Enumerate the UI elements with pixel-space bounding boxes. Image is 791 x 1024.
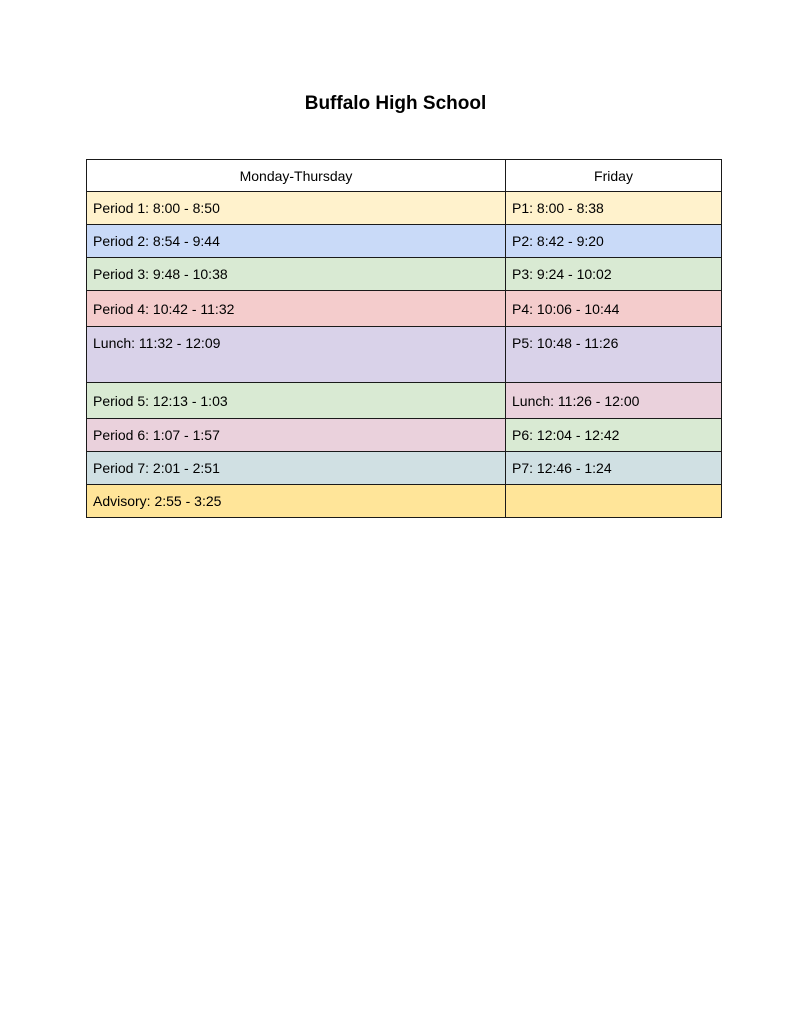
- table-row: [87, 258, 722, 291]
- table-row: [87, 452, 722, 485]
- friday-cell: P2: 8:42 - 9:20: [506, 225, 722, 258]
- monday-thursday-cell: Advisory: 2:55 - 3:25: [87, 485, 506, 518]
- monday-thursday-cell: Period 3: 9:48 - 10:38: [87, 258, 506, 291]
- table-row: [87, 327, 722, 383]
- friday-cell-empty: [506, 485, 722, 518]
- friday-cell: P4: 10:06 - 10:44: [506, 291, 722, 327]
- table-row: [87, 291, 722, 327]
- friday-cell: Lunch: 11:26 - 12:00: [506, 383, 722, 419]
- monday-thursday-cell: Period 6: 1:07 - 1:57: [87, 419, 506, 452]
- bell-schedule-table: [86, 159, 722, 518]
- friday-cell: P3: 9:24 - 10:02: [506, 258, 722, 291]
- friday-cell: P6: 12:04 - 12:42: [506, 419, 722, 452]
- table-row: [87, 383, 722, 419]
- table-row: [87, 419, 722, 452]
- table-row: [87, 192, 722, 225]
- column-header-monday-thursday: Monday-Thursday: [87, 160, 506, 192]
- header-row: [87, 160, 722, 192]
- table-row: [87, 225, 722, 258]
- monday-thursday-cell: Period 1: 8:00 - 8:50: [87, 192, 506, 225]
- monday-thursday-cell: Period 4: 10:42 - 11:32: [87, 291, 506, 327]
- monday-thursday-cell: Period 5: 12:13 - 1:03: [87, 383, 506, 419]
- friday-cell: P1: 8:00 - 8:38: [506, 192, 722, 225]
- page-title: Buffalo High School: [304, 93, 487, 114]
- monday-thursday-cell: Period 7: 2:01 - 2:51: [87, 452, 506, 485]
- monday-thursday-cell: Period 2: 8:54 - 9:44: [87, 225, 506, 258]
- table-row: [87, 485, 722, 518]
- friday-cell: P5: 10:48 - 11:26: [506, 327, 722, 383]
- monday-thursday-cell: Lunch: 11:32 - 12:09: [87, 327, 506, 383]
- column-header-friday: Friday: [506, 160, 722, 192]
- friday-cell: P7: 12:46 - 1:24: [506, 452, 722, 485]
